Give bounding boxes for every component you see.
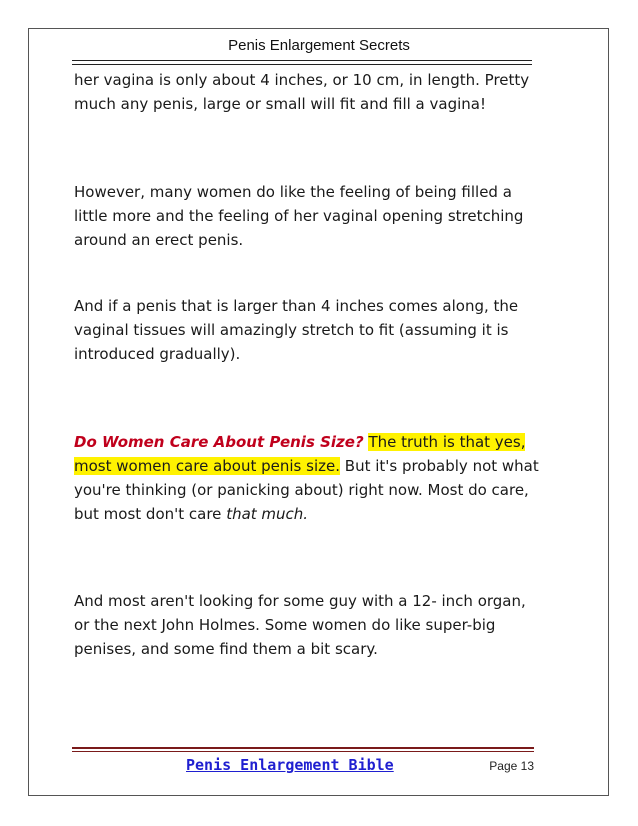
page-border	[28, 28, 609, 796]
highlighted-text: The truth is that yes, most women care about penis size.	[74, 433, 526, 475]
paragraph-3: And if a penis that is larger than 4 inches comes along, the vaginal tissues will amazingly stretch to fit (assuming it is introduced gradually).	[74, 297, 519, 363]
paragraph-4	[74, 430, 544, 526]
running-header: Penis Enlargement Secrets	[228, 37, 410, 54]
footer-rule-thin	[72, 751, 534, 752]
page-number: Page 13	[489, 759, 534, 773]
section-heading: Do Women Care About Penis Size?	[74, 433, 364, 451]
paragraph-4-text: But it's probably not what you're thinking (or panicking about) right now. Most do care, but most don't care	[74, 457, 539, 523]
paragraph-2: However, many women do like the feeling of being filled a little more and the feeling of her vaginal opening stretching around an erect penis.	[74, 183, 524, 249]
paragraph-1: her vagina is only about 4 inches, or 10 cm, in length. Pretty much any penis, large or small will fit and fill a vagina!	[74, 71, 530, 113]
paragraph-5: And most aren't looking for some guy with a 12- inch organ, or the next John Holmes. Some women do like super-big penises, and some find them a bit scary.	[74, 592, 526, 658]
header-rule-double	[72, 64, 532, 65]
footer-book-title: Penis Enlargement Bible	[186, 756, 394, 774]
header-rule	[72, 60, 532, 61]
emphasis-text: that much.	[226, 505, 309, 523]
footer-rule	[72, 747, 534, 749]
